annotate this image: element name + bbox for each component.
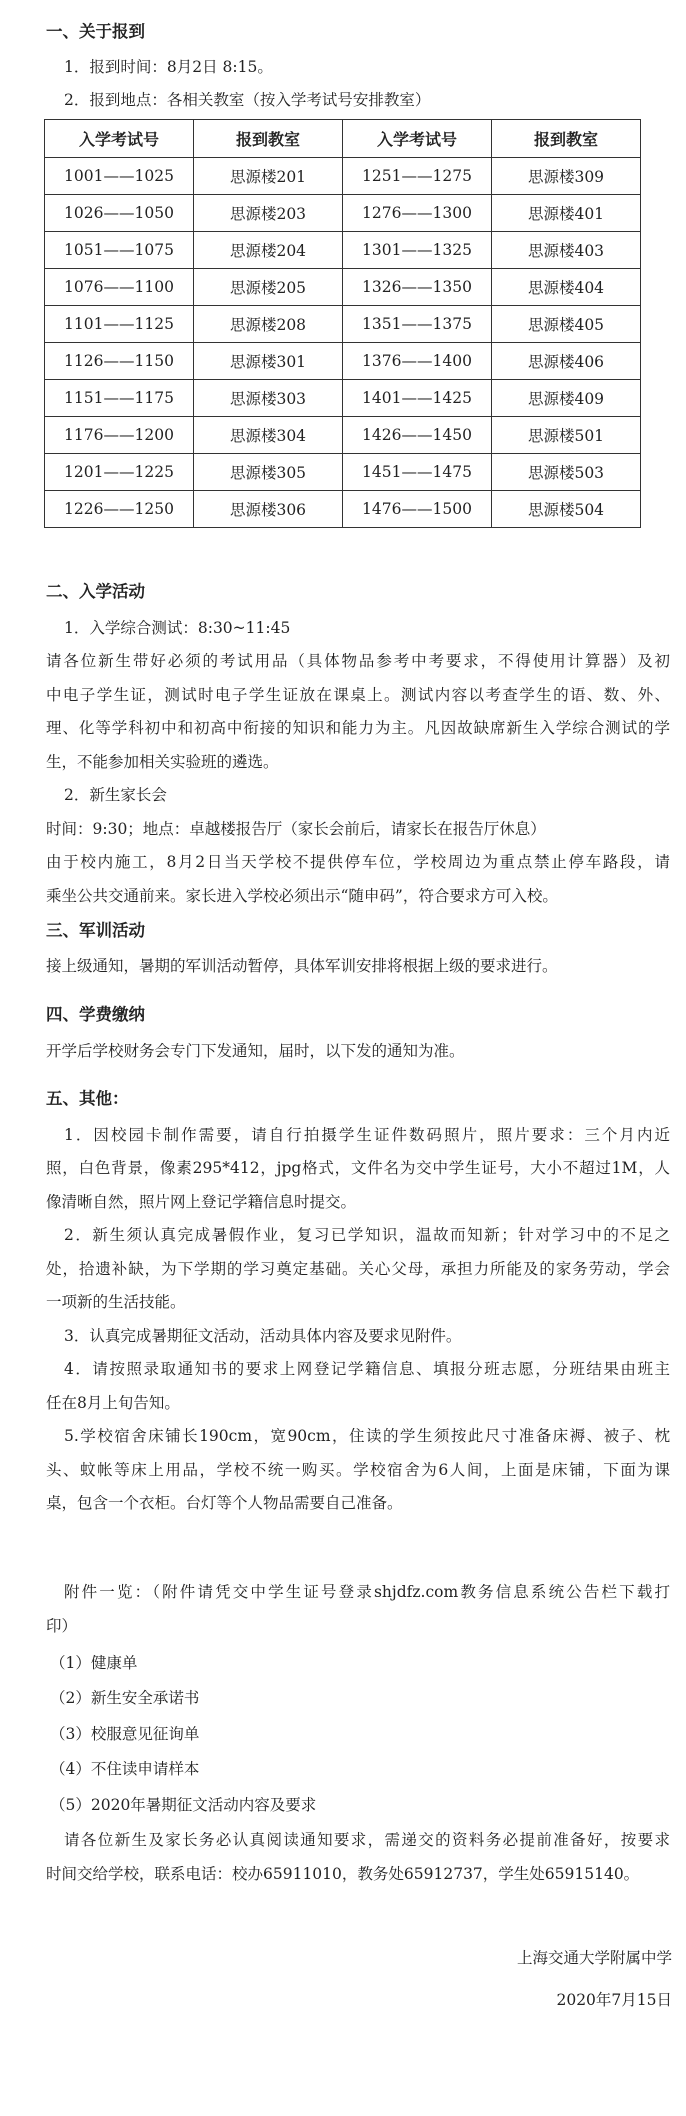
paragraph-line: 乘坐公共交通前来。家长进入学校必须出示“随申码”，符合要求方可入校。 — [46, 887, 558, 905]
table-cell: 1326——1350 — [343, 269, 492, 306]
table-cell: 1001——1025 — [45, 158, 194, 195]
table-cell: 1051——1075 — [45, 232, 194, 269]
table-header-cell: 入学考试号 — [45, 120, 194, 158]
classroom-assignment-table — [44, 119, 641, 528]
table-row — [45, 417, 641, 454]
paragraph-line: 时间：9:30；地点：卓越楼报告厅（家长会前后，请家长在报告厅休息） — [46, 820, 546, 838]
attachment-item: （1）健康单 — [50, 1654, 138, 1672]
paragraph-line: 像清晰自然，照片网上登记学籍信息时提交。 — [46, 1193, 357, 1211]
attachment-intro-line: 印） — [46, 1617, 78, 1635]
table-cell: 1301——1325 — [343, 232, 492, 269]
parent-meeting-title: 2．新生家长会 — [64, 786, 167, 804]
table-row — [45, 232, 641, 269]
paragraph-line: 3．认真完成暑期征文活动，活动具体内容及要求见附件。 — [64, 1327, 462, 1345]
paragraph-line: 头、蚊帐等床上用品，学校不统一购买。学校宿舍为6人间，上面是床铺，下面为课 — [46, 1461, 670, 1479]
table-cell: 思源楼409 — [492, 380, 641, 417]
table-row — [45, 306, 641, 343]
paragraph-line: 任在8月上旬告知。 — [46, 1394, 180, 1412]
table-cell: 1226——1250 — [45, 491, 194, 528]
table-row — [45, 380, 641, 417]
table-cell: 思源楼303 — [194, 380, 343, 417]
table-cell: 1426——1450 — [343, 417, 492, 454]
table-cell: 思源楼306 — [194, 491, 343, 528]
table-row — [45, 454, 641, 491]
table-cell: 思源楼204 — [194, 232, 343, 269]
paragraph-line: 5.学校宿舍床铺长190cm，宽90cm，住读的学生须按此尺寸准备床褥、被子、枕 — [64, 1427, 670, 1445]
attachment-item: （5）2020年暑期征文活动内容及要求 — [50, 1796, 317, 1814]
attachment-item: （3）校服意见征询单 — [50, 1725, 200, 1743]
table-cell: 思源楼404 — [492, 269, 641, 306]
table-cell: 思源楼208 — [194, 306, 343, 343]
table-cell: 思源楼203 — [194, 195, 343, 232]
table-cell: 思源楼503 — [492, 454, 641, 491]
table-cell: 1376——1400 — [343, 343, 492, 380]
table-cell: 思源楼201 — [194, 158, 343, 195]
paragraph-line: 请各位新生带好必须的考试用品（具体物品参考中考要求，不得使用计算器）及初 — [46, 652, 670, 670]
paragraph-line: 由于校内施工，8月2日当天学校不提供停车位，学校周边为重点禁止停车路段，请 — [46, 853, 670, 871]
section-5-heading: 五、其他： — [46, 1089, 129, 1108]
table-row — [45, 491, 641, 528]
table-cell: 1151——1175 — [45, 380, 194, 417]
section-1-heading: 一、关于报到 — [46, 22, 145, 41]
entrance-test-title: 1．入学综合测试：8:30~11:45 — [64, 619, 291, 637]
table-cell: 1126——1150 — [45, 343, 194, 380]
table-cell: 1401——1425 — [343, 380, 492, 417]
checkin-time: 1．报到时间：8月2日 8:15。 — [64, 58, 273, 76]
table-cell: 思源楼305 — [194, 454, 343, 491]
paragraph-line: 处，拾遗补缺，为下学期的学习奠定基础。关心父母，承担力所能及的家务劳动，学会 — [46, 1260, 670, 1278]
section-3-heading: 三、军训活动 — [46, 921, 145, 940]
paragraph-line: 开学后学校财务会专门下发通知，届时，以下发的通知为准。 — [46, 1042, 465, 1060]
paragraph-line: 中电子学生证，测试时电子学生证放在课桌上。测试内容以考查学生的语、数、外、 — [46, 686, 670, 704]
table-header-cell: 报到教室 — [194, 120, 343, 158]
section-4-heading: 四、学费缴纳 — [46, 1005, 145, 1024]
table-cell: 1451——1475 — [343, 454, 492, 491]
signature-date: 2020年7月15日 — [556, 1991, 672, 2009]
table-cell: 思源楼401 — [492, 195, 641, 232]
table-cell: 1201——1225 — [45, 454, 194, 491]
attachment-item: （4）不住读申请样本 — [50, 1760, 200, 1778]
table-header-cell: 入学考试号 — [343, 120, 492, 158]
attachment-intro-line: 附件一览：（附件请凭交中学生证号登录shjdfz.com教务信息系统公告栏下载打 — [64, 1583, 670, 1601]
table-cell: 思源楼309 — [492, 158, 641, 195]
signature-organization: 上海交通大学附属中学 — [516, 1949, 672, 1967]
paragraph-line: 生，不能参加相关实验班的遴选。 — [46, 753, 279, 771]
table-cell: 1276——1300 — [343, 195, 492, 232]
paragraph-line: 照，白色背景，像素295*412，jpg格式，文件名为交中学生证号，大小不超过1M，人 — [46, 1159, 670, 1177]
table-cell: 思源楼205 — [194, 269, 343, 306]
table-cell: 思源楼304 — [194, 417, 343, 454]
table-cell: 思源楼405 — [492, 306, 641, 343]
table-cell: 1351——1375 — [343, 306, 492, 343]
paragraph-line: 接上级通知，暑期的军训活动暂停，具体军训安排将根据上级的要求进行。 — [46, 957, 558, 975]
table-cell: 思源楼301 — [194, 343, 343, 380]
section-2-heading: 二、入学活动 — [46, 582, 145, 601]
paragraph-line: 桌，包含一个衣柜。台灯等个人物品需要自己准备。 — [46, 1494, 403, 1512]
paragraph-line: 1．因校园卡制作需要，请自行拍摄学生证件数码照片，照片要求：三个月内近 — [64, 1126, 670, 1144]
table-cell: 1176——1200 — [45, 417, 194, 454]
table-cell: 1476——1500 — [343, 491, 492, 528]
table-cell: 1251——1275 — [343, 158, 492, 195]
table-header-cell: 报到教室 — [492, 120, 641, 158]
table-cell: 思源楼406 — [492, 343, 641, 380]
table-cell: 1101——1125 — [45, 306, 194, 343]
attachment-item: （2）新生安全承诺书 — [50, 1689, 200, 1707]
table-row — [45, 343, 641, 380]
paragraph-line: 理、化等学科初中和初高中衔接的知识和能力为主。凡因故缺席新生入学综合测试的学 — [46, 719, 670, 737]
table-row — [45, 269, 641, 306]
table-header-row — [45, 120, 641, 158]
paragraph-line: 2．新生须认真完成暑假作业，复习已学知识，温故而知新；针对学习中的不足之 — [64, 1226, 670, 1244]
closing-line: 请各位新生及家长务必认真阅读通知要求，需递交的资料务必提前准备好，按要求 — [64, 1831, 670, 1849]
table-cell: 1026——1050 — [45, 195, 194, 232]
table-cell: 1076——1100 — [45, 269, 194, 306]
table-row — [45, 158, 641, 195]
checkin-place: 2．报到地点：各相关教室（按入学考试号安排教室） — [64, 91, 431, 109]
table-row — [45, 195, 641, 232]
table-cell: 思源楼403 — [492, 232, 641, 269]
table-cell: 思源楼501 — [492, 417, 641, 454]
paragraph-line: 一项新的生活技能。 — [46, 1293, 186, 1311]
table-cell: 思源楼504 — [492, 491, 641, 528]
paragraph-line: 4．请按照录取通知书的要求上网登记学籍信息、填报分班志愿，分班结果由班主 — [64, 1360, 670, 1378]
closing-line: 时间交给学校，联系电话：校办65911010，教务处65912737，学生处65915140。 — [46, 1865, 640, 1883]
